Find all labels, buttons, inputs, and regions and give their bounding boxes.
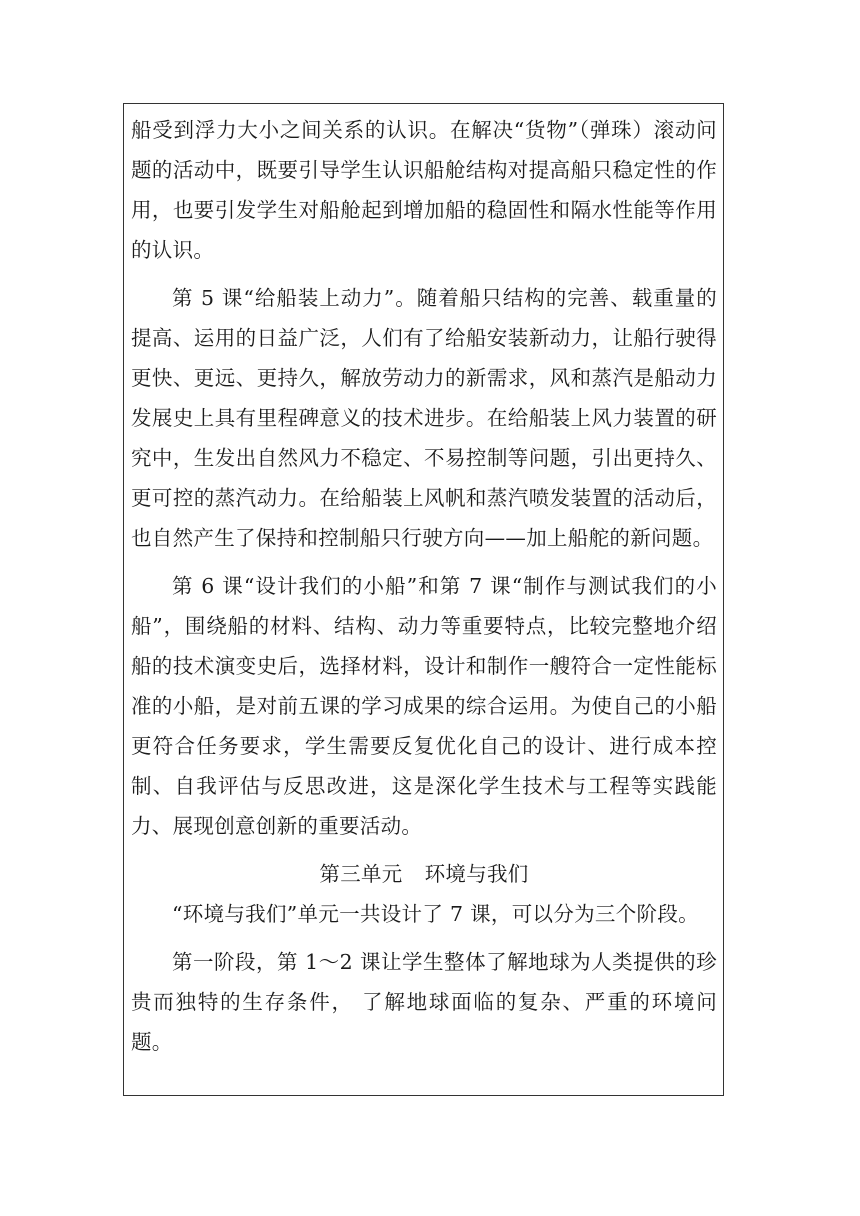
paragraph-lesson-5: 第 5 课“给船装上动力”。随着船只结构的完善、载重量的提高、运用的日益广泛，人们有了给船安装新动力，让船行驶得更快、更远、更持久，解放劳动力的新需求，风和蒸汽是船动力发展史上具有里程碑意义的技术进步。在给船装上风力装置的研究中，生发出自然风力不稳定、不易控制等问题，引出更持久、更可控的蒸汽动力。在给船装上风帆和蒸汽喷发装置的活动后，也自然产生了保持和控制船只行驶方向——加上船舵的新问题。 bbox=[131, 286, 717, 550]
paragraph-boat-cabin: 船受到浮力大小之间关系的认识。在解决“货物”（弹珠）滚动问题的活动中，既要引导学生认识船舱结构对提高船只稳定性的作用，也要引发学生对船舱起到增加船的稳固性和隔水性能等作用的认识。 bbox=[131, 118, 717, 262]
paragraph-stage-one: 第一阶段，第 1～2 课让学生整体了解地球为人类提供的珍贵而独特的生存条件， 了解地球面临的复杂、严重的环境问题。 bbox=[131, 950, 717, 1054]
document-body bbox=[131, 110, 717, 1062]
section-heading-title: 环境与我们 bbox=[424, 862, 529, 886]
paragraph-unit-overview: “环境与我们”单元一共设计了 7 课，可以分为三个阶段。 bbox=[172, 902, 699, 926]
paragraph-lesson-6-7: 第 6 课“设计我们的小船”和第 7 课“制作与测试我们的小船”，围绕船的材料、结构、动力等重要特点，比较完整地介绍船的技术演变史后，选择材料，设计和制作一艘符合一定性能标准的小船，是对前五课的学习成果的综合运用。为使自己的小船更符合任务要求，学生需要反复优化自己的设计、进行成本控制、自我评估与反思改进，这是深化学生技术与工程等实践能力、展现创意创新的重要活动。 bbox=[131, 574, 717, 838]
section-heading bbox=[131, 854, 717, 894]
section-heading-unit: 第三单元 bbox=[319, 862, 403, 886]
